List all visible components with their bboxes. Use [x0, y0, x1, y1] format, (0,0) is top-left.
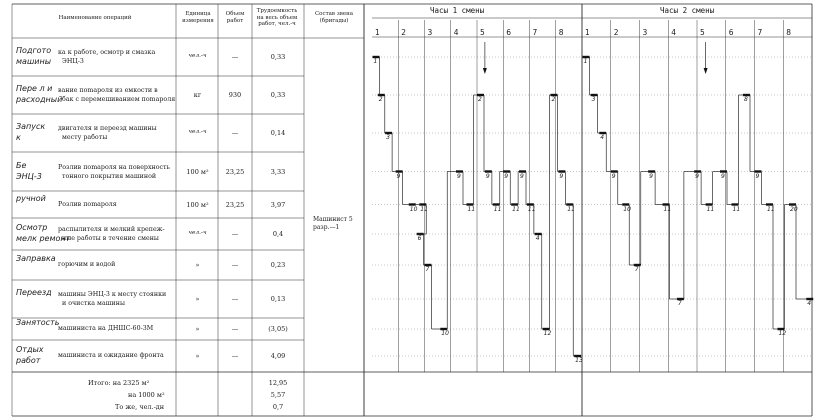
hour-label: 8: [786, 28, 792, 37]
handwritten-note: Переезд: [16, 288, 52, 297]
activity-number: 11: [663, 205, 672, 213]
activity-number: 11: [706, 205, 715, 213]
operation-name: ка к работе, осмотр и смазка: [58, 49, 156, 56]
cell-volume: 23,25: [225, 200, 245, 209]
activity-number: 1: [373, 58, 378, 65]
activity-number: 10: [623, 205, 631, 213]
activity-number: 9: [695, 172, 699, 180]
activity-number: 11: [767, 205, 775, 213]
totals-label-1: Итого: на 2325 м²: [88, 379, 150, 387]
operation-name: распылителя и мелкий крепеж-: [58, 226, 165, 233]
cell-labor: (3,05): [268, 325, 288, 333]
header-unit: Единица измерения: [182, 11, 214, 24]
handwritten-note: Занятость: [16, 318, 60, 327]
activity-number: 13: [575, 357, 583, 364]
activity-number: 9: [559, 172, 564, 180]
operation-name: бак с перемешиванием пomaроля: [62, 96, 176, 103]
activity-number: 7: [634, 266, 639, 273]
operation-name: месту работы: [62, 134, 108, 141]
activity-number: 3: [591, 96, 596, 103]
header-crew: Состав звена (бригады): [314, 11, 354, 24]
cell-volume: —: [231, 352, 239, 360]
activity-number: 9: [504, 172, 509, 180]
activity-number: 2: [478, 96, 482, 103]
activity-number: 4: [807, 300, 812, 307]
hour-label: 1: [375, 28, 380, 37]
activity-number: 11: [467, 205, 476, 213]
hour-label: 7: [532, 28, 538, 37]
down-arrow-icon: [483, 68, 487, 74]
activity-number: 3: [386, 134, 390, 141]
cell-unit: чел.-ч: [188, 53, 207, 59]
hour-label: 6: [728, 28, 734, 37]
activity-number: 1: [583, 58, 588, 65]
crew-cell: Машинист 5 разр.—1: [313, 216, 353, 232]
activity-number: 9: [485, 172, 490, 180]
activity-number: 11: [732, 205, 741, 213]
handwritten-note: к: [16, 133, 21, 142]
handwritten-note: машины: [16, 57, 52, 66]
handwritten-note: Осмотр: [16, 223, 48, 232]
totals-label-2: на 1000 м²: [128, 391, 165, 399]
activity-number: 4: [600, 134, 605, 141]
handwritten-note: ЭНЦ-3: [16, 171, 42, 181]
operation-name: машиниста и ожидание фронта: [58, 352, 164, 359]
cell-labor: 0,13: [270, 295, 286, 303]
cell-unit: »: [195, 325, 200, 333]
cell-volume: —: [231, 129, 239, 137]
cell-labor: 4,09: [270, 352, 286, 360]
activity-number: 9: [649, 172, 653, 180]
activity-number: 12: [543, 330, 552, 337]
cell-unit: »: [195, 295, 200, 303]
totals-value-1: 12,95: [268, 379, 288, 387]
activity-number: 11: [567, 205, 575, 213]
handwritten-note: Отдых: [16, 345, 44, 354]
activity-number: 9: [520, 172, 524, 180]
activity-number: 9: [457, 172, 461, 180]
handwritten-note: Бе: [16, 160, 27, 170]
handwritten-note: Запуск: [16, 122, 46, 131]
operation-name: ные работы в течение смены: [62, 235, 159, 242]
handwritten-note: расходный: [16, 95, 63, 104]
cell-unit: 100 м²: [186, 167, 209, 176]
hour-label: 6: [506, 28, 512, 37]
hour-label: 2: [613, 28, 619, 37]
operation-name: ЭНЦ-3: [62, 58, 84, 65]
operation-name: машиниста на ДНШС-60-3М: [58, 325, 154, 332]
operation-name: вание пomaроля из емкости в: [58, 87, 158, 94]
activity-number: 7: [677, 300, 682, 307]
handwritten-note: Подгото: [16, 46, 52, 55]
down-arrow-icon: [704, 68, 708, 74]
handwritten-note: Заправка: [16, 254, 56, 263]
header-labor: Трудоемкость на весь объем работ, чел.-ч: [256, 8, 298, 28]
hour-label: 1: [585, 28, 590, 37]
hour-label: 8: [558, 28, 564, 37]
activity-number: 6: [417, 235, 422, 242]
cell-labor: 0,14: [270, 129, 286, 137]
totals-value-2: 5,57: [270, 391, 286, 399]
totals-label-3: То же, чел.-дн: [115, 403, 165, 411]
header-operation: Наименование операций: [58, 15, 132, 21]
cell-unit: 100 м²: [186, 200, 209, 209]
cell-labor: 3,33: [270, 167, 286, 176]
operation-name: Розлив пomaроля на поверхность: [58, 163, 170, 171]
hour-label: 3: [427, 28, 433, 37]
handwritten-note: ручной: [16, 193, 46, 203]
activity-number: 2: [551, 96, 556, 103]
cell-labor: 0,4: [272, 230, 284, 238]
cell-unit: чел.-ч: [188, 129, 207, 135]
handwritten-note: Пере л и: [16, 84, 53, 93]
cell-volume: 930: [228, 91, 242, 99]
cell-volume: 23,25: [225, 167, 245, 176]
header-volume: Объем работ: [225, 11, 245, 24]
operation-name: горючим и водой: [58, 261, 116, 268]
activity-number: 9: [611, 172, 616, 180]
activity-number: 9: [396, 172, 401, 180]
cell-unit: чел.-ч: [188, 230, 207, 236]
cell-unit: кг: [193, 91, 202, 99]
cell-unit: »: [195, 261, 200, 269]
handwritten-note: работ: [16, 356, 41, 365]
activity-number: 11: [512, 205, 520, 213]
operation-name: и очистка машины: [62, 300, 125, 307]
activity-number: 4: [535, 235, 540, 242]
cell-labor: 0,33: [270, 91, 286, 99]
cell-volume: —: [231, 261, 239, 269]
cell-labor: 0,33: [270, 53, 286, 61]
activity-number: 10: [441, 330, 449, 337]
activity-number: 9: [721, 172, 725, 180]
operation-name: машины ЭНЦ-3 к месту стоянки: [58, 291, 167, 298]
hour-label: 4: [453, 28, 459, 37]
header-hours2: Часы 2 смены: [660, 6, 715, 15]
activity-number: 8: [744, 96, 748, 103]
cell-volume: —: [231, 295, 239, 303]
hour-label: 5: [700, 28, 705, 37]
activity-number: 2: [378, 96, 383, 103]
hour-label: 3: [642, 28, 648, 37]
operation-name: тонного покрытия машиной: [62, 172, 157, 180]
cell-volume: —: [231, 53, 239, 61]
activity-number: 20: [790, 205, 798, 213]
cell-labor: 0,23: [270, 261, 286, 269]
activity-number: 11: [420, 205, 428, 213]
activity-number: 7: [425, 266, 430, 273]
hour-label: 4: [671, 28, 677, 37]
activity-number: 9: [755, 172, 760, 180]
hour-label: 7: [757, 28, 763, 37]
header-hours1: Часы 1 смены: [430, 6, 485, 15]
cell-labor: 3,97: [270, 200, 286, 209]
cell-volume: —: [231, 325, 239, 333]
activity-number: 12: [778, 330, 787, 337]
activity-number: 10: [409, 205, 418, 213]
operation-name: двигателя и переезд машины: [58, 125, 157, 132]
cell-volume: —: [231, 230, 239, 238]
totals-value-3: 0,7: [272, 403, 284, 411]
activity-number: 11: [527, 205, 536, 213]
operation-name: Розлив пomaроля: [58, 200, 117, 208]
hour-label: 5: [480, 28, 485, 37]
handwritten-note: мелк ремонт: [16, 234, 71, 243]
activity-number: 11: [493, 205, 502, 213]
cell-unit: »: [195, 352, 200, 360]
hour-label: 2: [401, 28, 407, 37]
